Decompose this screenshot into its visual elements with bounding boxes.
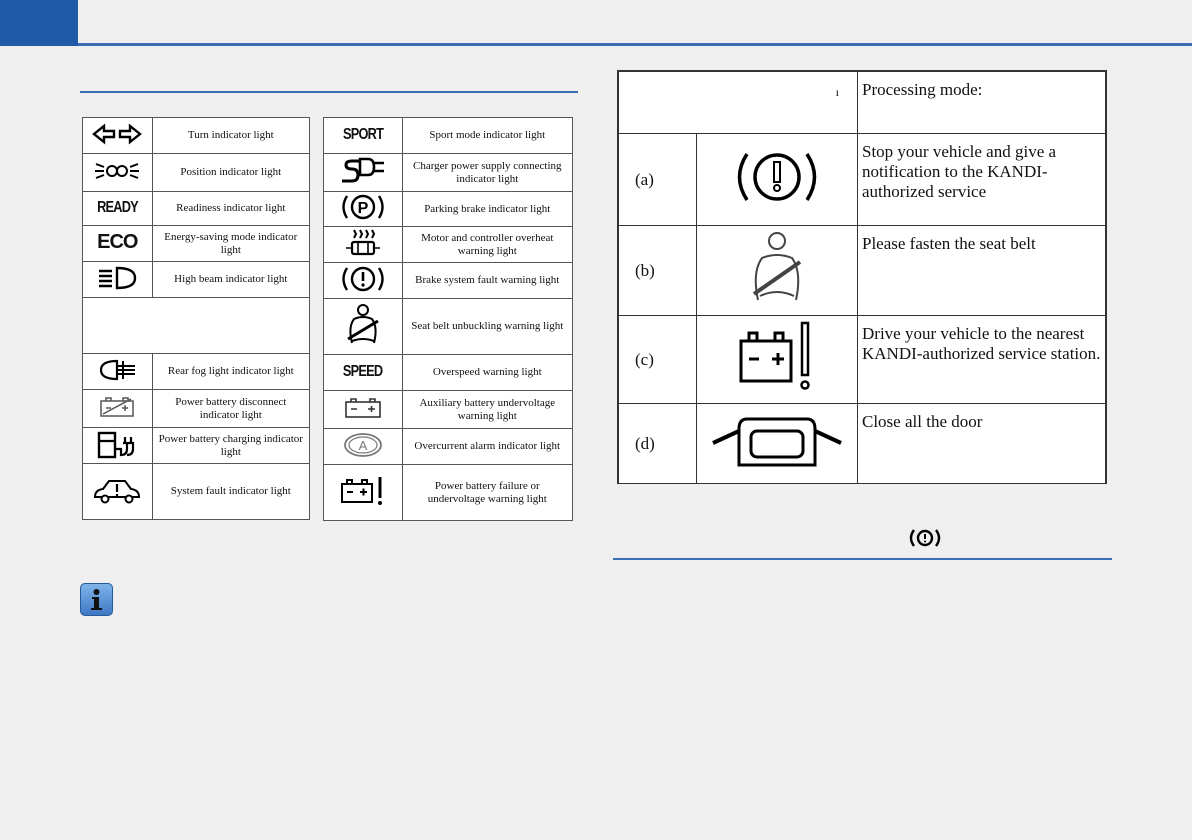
table-row [83, 154, 310, 192]
table-row [324, 429, 573, 465]
row-instruction: Stop your vehicle and give a notification to the KANDI-authorized service [858, 134, 1106, 226]
table-row [324, 391, 573, 429]
table-cell-label: Overspeed warning light [402, 355, 572, 391]
charger-plug-icon [324, 154, 403, 192]
table-row [619, 316, 1106, 404]
table-cell-label: Brake system fault warning light [402, 263, 572, 299]
table-cell-label: Overcurrent alarm indicator light [402, 429, 572, 465]
table-cell-label: Power battery disconnect indicator light [152, 390, 309, 428]
table-row [83, 428, 310, 464]
high-beam-icon [83, 262, 153, 298]
section-rule-right [613, 558, 1112, 560]
section-rule-left [80, 91, 578, 93]
row-instruction: Close all the door [858, 404, 1106, 484]
table-row [83, 464, 310, 520]
table-row [324, 227, 573, 263]
seat-belt-icon [697, 226, 858, 316]
table-row [83, 390, 310, 428]
motor-overheat-icon [324, 227, 403, 263]
info-icon [80, 583, 113, 616]
table-cell-label: Energy-saving mode indicator light [152, 226, 309, 262]
table-row [83, 262, 310, 298]
table-cell-label: Auxiliary battery undervoltage warning light [402, 391, 572, 429]
table-cell-label: Turn indicator light [152, 118, 309, 154]
parking-brake-icon [324, 192, 403, 227]
table-row [324, 192, 573, 227]
table-cell-label: Seat belt unbuckling warning light [402, 299, 572, 355]
processing-mode-header: Processing mode: [858, 72, 1106, 134]
door-open-icon [697, 404, 858, 484]
row-letter: (d) [619, 404, 697, 484]
table-row [324, 355, 573, 391]
table-row [619, 404, 1106, 484]
brake-fault-icon [905, 527, 945, 549]
table-cell-label: Charger power supply connecting indicator light [402, 154, 572, 192]
table-row [324, 154, 573, 192]
table-row [83, 118, 310, 154]
row-letter: (b) [619, 226, 697, 316]
table-cell-label: Power battery failure or undervoltage warning light [402, 465, 572, 521]
speed-icon: SPEED [324, 355, 403, 391]
table-cell-label: Sport mode indicator light [402, 118, 572, 154]
battery-failure-icon [697, 316, 858, 404]
table-row [83, 354, 310, 390]
battery-disconnect-icon [83, 390, 153, 428]
table-cell-label: Power battery charging indicator light [152, 428, 309, 464]
row-instruction: Drive your vehicle to the nearest KANDI-authorized service station. [858, 316, 1106, 404]
indicator-table-left [82, 117, 310, 520]
table-row [324, 263, 573, 299]
table-cell-label: System fault indicator light [152, 464, 309, 520]
svg-text:P: P [357, 200, 369, 217]
svg-text:A: A [358, 437, 368, 453]
overcurrent-icon [324, 429, 403, 465]
table-cell-label: Motor and controller overheat warning light [402, 227, 572, 263]
table-row [83, 192, 310, 226]
indicator-table-right [323, 117, 573, 521]
table-row [619, 134, 1106, 226]
position-indicator-icon [83, 154, 153, 192]
table-header-row [619, 72, 1106, 134]
row-letter: (a) [619, 134, 697, 226]
table-row [324, 465, 573, 521]
header-rule [78, 43, 1192, 46]
processing-table [617, 70, 1107, 484]
system-fault-icon [83, 464, 153, 520]
brake-fault-icon [697, 134, 858, 226]
table-row [324, 118, 573, 154]
eco-icon: ECO [83, 226, 153, 262]
table-cell-label: Parking brake indicator light [402, 192, 572, 227]
table-row [83, 226, 310, 262]
table-row [619, 226, 1106, 316]
brake-fault-icon [324, 263, 403, 299]
row-instruction: Please fasten the seat belt [858, 226, 1106, 316]
table-cell-label: Position indicator light [152, 154, 309, 192]
seat-belt-icon [324, 299, 403, 355]
rear-fog-icon [83, 354, 153, 390]
corner-tab [0, 0, 78, 46]
header-mark: ı [619, 72, 858, 134]
sport-icon: SPORT [324, 118, 403, 154]
table-cell-label: Rear fog light indicator light [152, 354, 309, 390]
turn-indicator-icon [83, 118, 153, 154]
table-row-empty [83, 298, 310, 354]
battery-failure-icon [324, 465, 403, 521]
aux-battery-icon [324, 391, 403, 429]
table-row [324, 299, 573, 355]
table-cell-label: Readiness indicator light [152, 192, 309, 226]
ready-icon: READY [83, 192, 153, 226]
row-letter: (c) [619, 316, 697, 404]
battery-charging-icon [83, 428, 153, 464]
table-cell-label: High beam indicator light [152, 262, 309, 298]
